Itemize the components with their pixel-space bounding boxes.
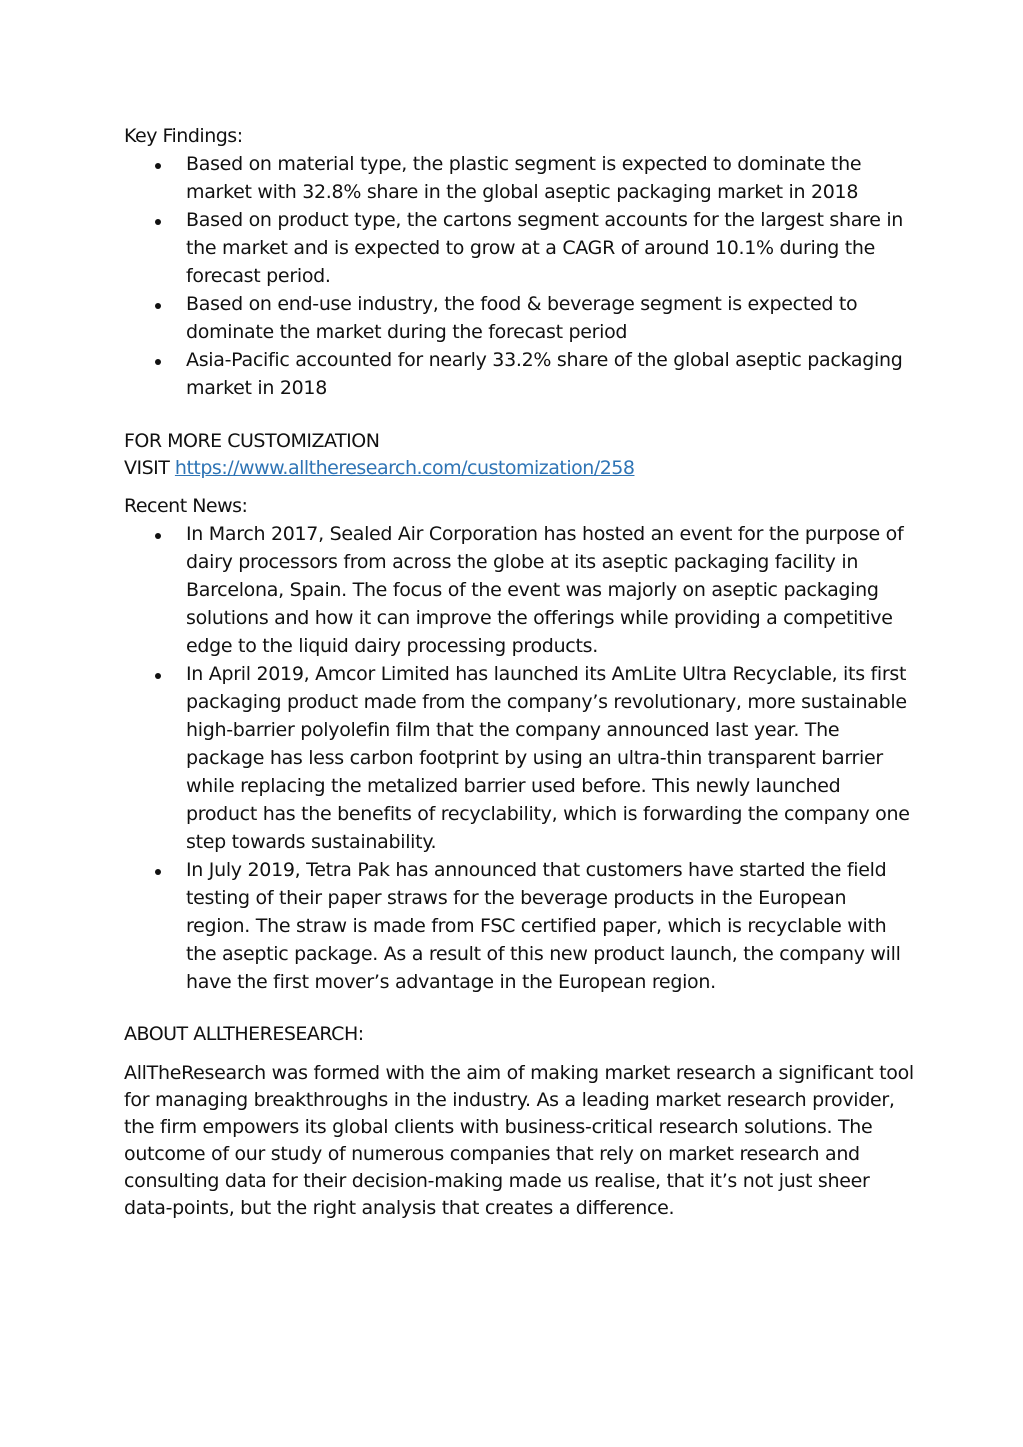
customization-block (124, 428, 914, 482)
list-item-text: In March 2017, Sealed Air Corporation has hosted an event for the purpose of dairy processors from across the globe at its aseptic packaging facility in Barcelona, Spain. The focus of the event was majorly on aseptic packaging solutions and how it can improve the offerings while providing a competitive edge to the liquid dairy processing products. (186, 523, 904, 657)
list-item-text: Based on end-use industry, the food & beverage segment is expected to dominate the market during the forecast period (186, 293, 858, 343)
recent-news-heading: Recent News: (124, 495, 248, 517)
recent-news-list (124, 520, 914, 996)
bullet-icon (155, 673, 161, 679)
bullet-icon (155, 359, 161, 365)
bullet-icon (155, 533, 161, 539)
list-item (124, 660, 914, 856)
visit-label: VISIT (124, 457, 175, 479)
page-content (124, 122, 914, 1241)
about-paragraph: AllTheResearch was formed with the aim of making market research a significant tool for managing breakthroughs in the industry. As a leading market research provider, the firm empowers its global clients with business-critical research solutions. The outcome of our study of numerous companies that rely on market research and consulting data for their decision-making made us realise, that it’s not just sheer data-points, but the right analysis that creates a difference. (124, 1062, 914, 1219)
about-heading: ABOUT ALLTHERESEARCH: (124, 1023, 364, 1045)
customization-link[interactable]: https://www.alltheresearch.com/customization/258 (174, 457, 635, 479)
customization-label: FOR MORE CUSTOMIZATION (124, 430, 380, 452)
bullet-icon (155, 219, 161, 225)
list-item (124, 206, 914, 290)
list-item-text: In July 2019, Tetra Pak has announced that customers have started the field testing of their paper straws for the beverage products in the European region. The straw is made from FSC certified paper, which is recyclable with the aseptic package. As a result of this new product launch, the company will have the first mover’s advantage in the European region. (186, 859, 901, 993)
list-item (124, 290, 914, 346)
bullet-icon (155, 163, 161, 169)
list-item-text: Based on product type, the cartons segment accounts for the largest share in the market and is expected to grow at a CAGR of around 10.1% during the forecast period. (186, 209, 904, 287)
list-item (124, 520, 914, 660)
customization-visit-line (124, 455, 914, 482)
list-item-text: Asia-Pacific accounted for nearly 33.2% share of the global aseptic packaging market in 2018 (186, 349, 903, 399)
list-item-text: Based on material type, the plastic segment is expected to dominate the market with 32.8% share in the global aseptic packaging market in 2018 (186, 153, 862, 203)
key-findings-list (124, 150, 914, 402)
bullet-icon (155, 869, 161, 875)
bullet-icon (155, 303, 161, 309)
list-item (124, 150, 914, 206)
list-item-text: In April 2019, Amcor Limited has launched its AmLite Ultra Recyclable, its first packaging product made from the company’s revolutionary, more sustainable high-barrier polyolefin film that the company announced last year. The package has less carbon footprint by using an ultra-thin transparent barrier while replacing the metalized barrier used before. This newly launched product has the benefits of recyclability, which is forwarding the company one step towards sustainability. (186, 663, 910, 853)
list-item (124, 856, 914, 996)
key-findings-heading: Key Findings: (124, 125, 243, 147)
list-item (124, 346, 914, 402)
